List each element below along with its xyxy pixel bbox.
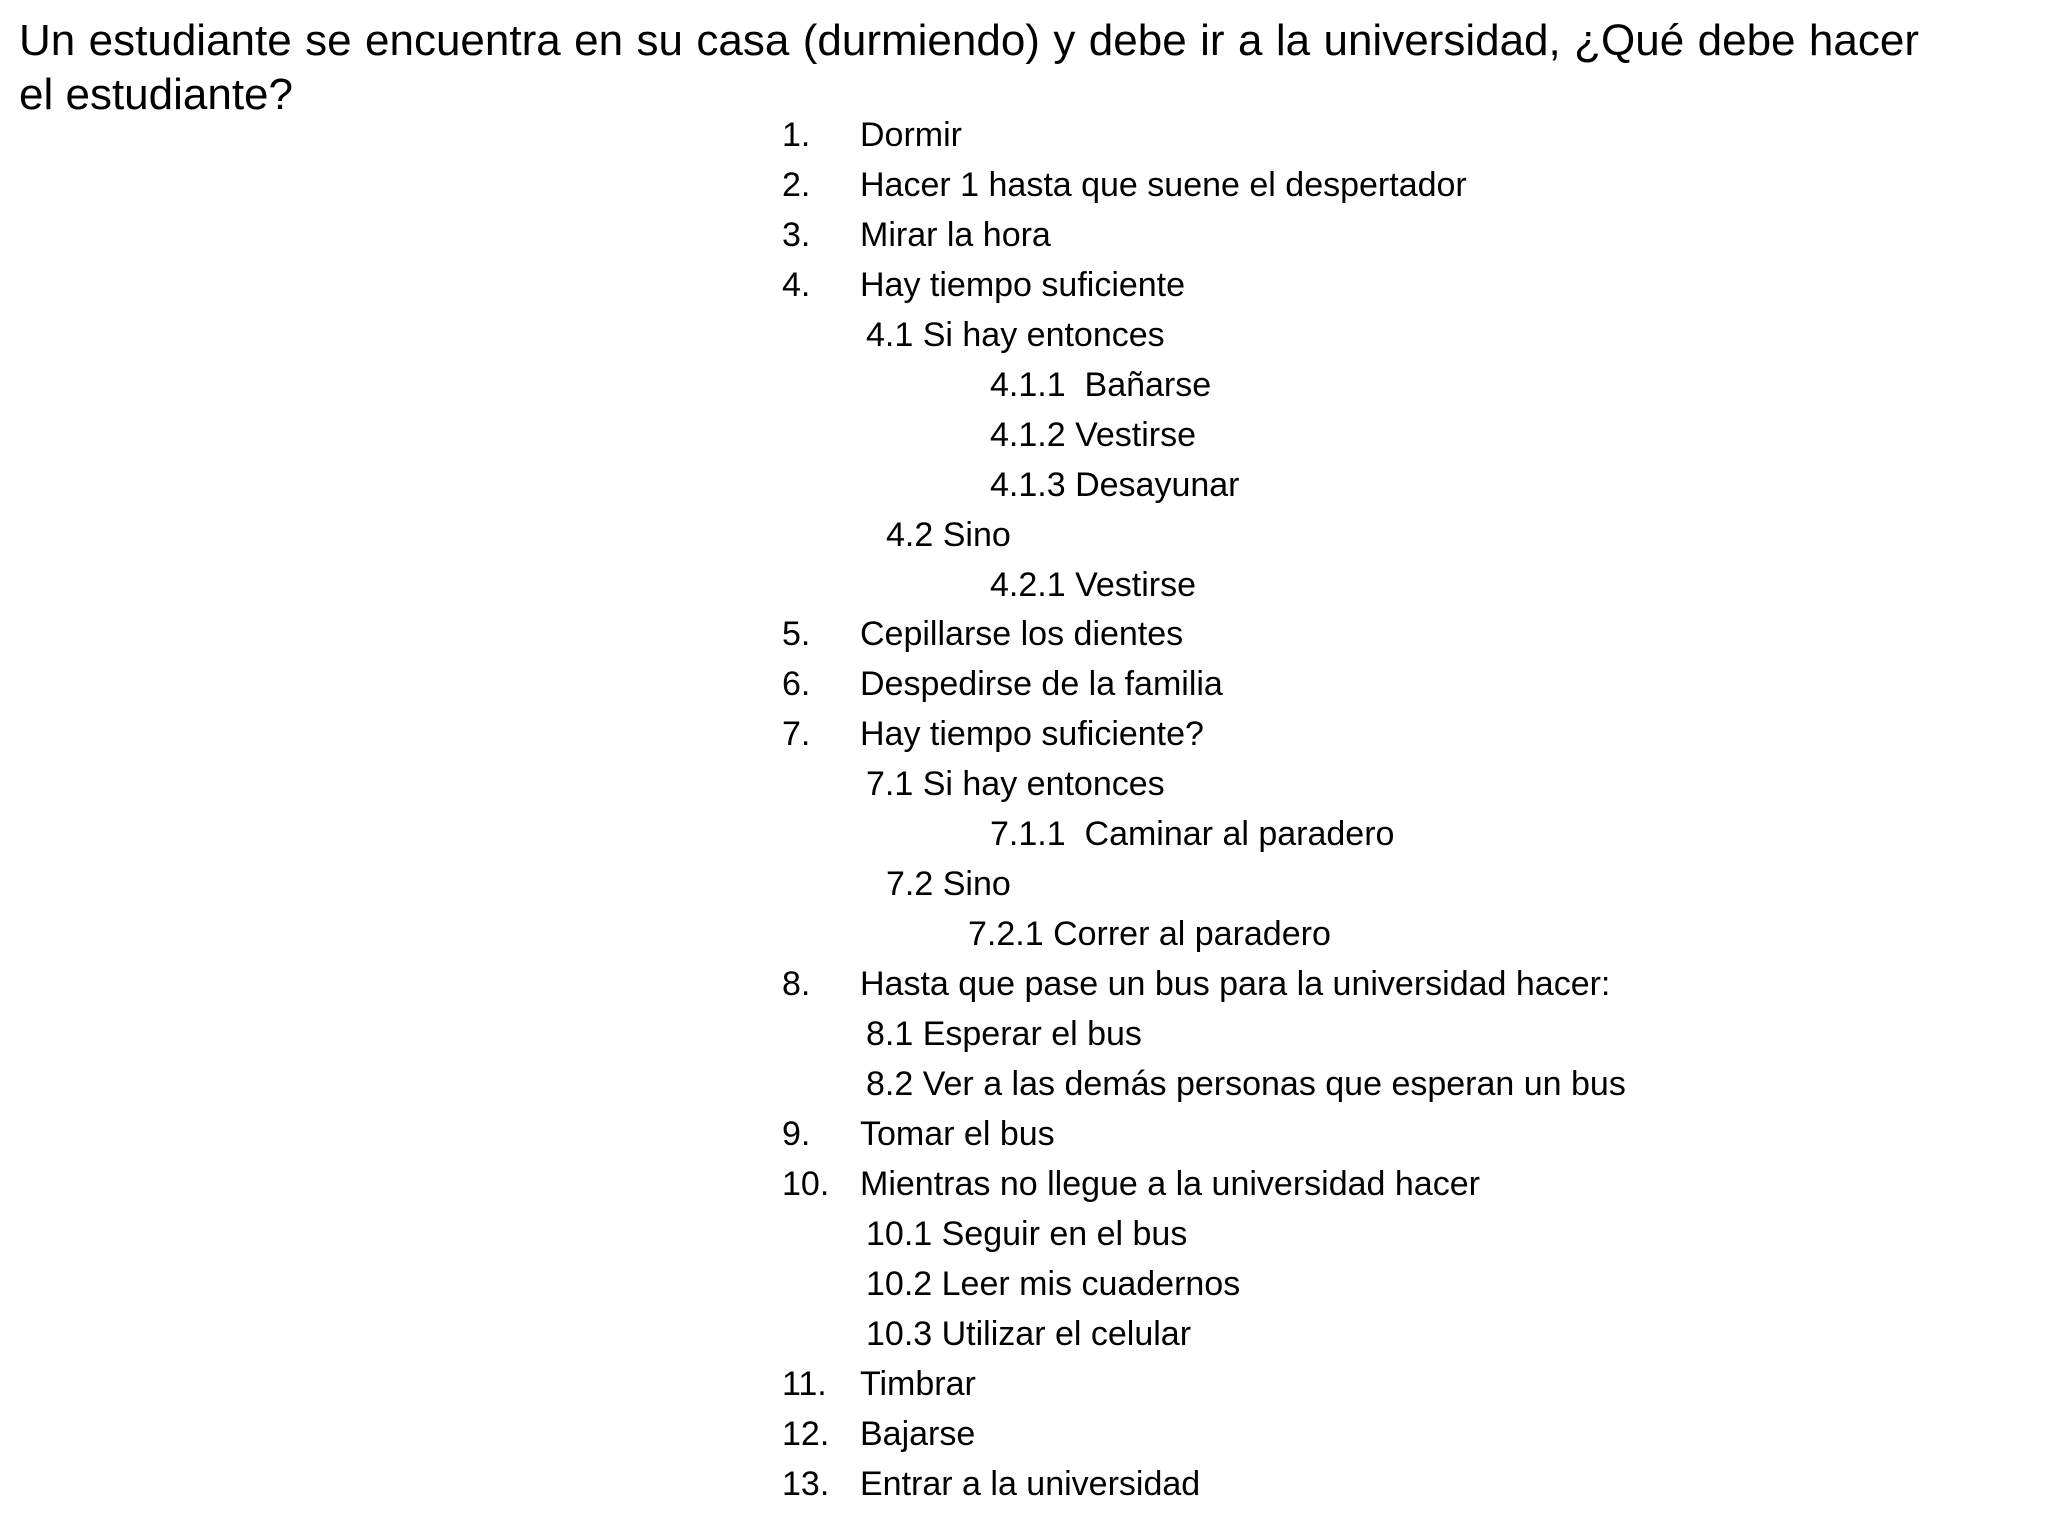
list-item-number: 4. <box>782 266 811 304</box>
list-item-text: Dormir <box>860 116 962 154</box>
list-item-number: 8. <box>782 965 811 1003</box>
list-item-text: 7.1 Si hay entonces <box>866 765 1165 803</box>
list-item-number: 13. <box>782 1465 830 1503</box>
list-item-text: Mirar la hora <box>860 216 1051 254</box>
list-item-text: 4.1.2 Vestirse <box>990 416 1197 454</box>
list-item-number: 9. <box>782 1115 811 1153</box>
list-item-text: 7.2.1 Correr al paradero <box>968 915 1331 953</box>
list-item-text: 7.1.1 Caminar al paradero <box>990 815 1395 853</box>
list-item-text: Entrar a la universidad <box>860 1465 1201 1503</box>
list-item-number: 6. <box>782 665 811 703</box>
list-item-text: 10.3 Utilizar el celular <box>866 1315 1192 1353</box>
list-item-number: 2. <box>782 166 811 204</box>
list-item-number: 12. <box>782 1415 830 1453</box>
list-item-number: 10. <box>782 1165 830 1203</box>
list-item-text: Hacer 1 hasta que suene el despertador <box>860 166 1467 204</box>
list-item-text: 4.2 Sino <box>886 516 1011 554</box>
list-item-text: Mientras no llegue a la universidad hacer <box>860 1165 1480 1203</box>
list-item-text: Hay tiempo suficiente <box>860 266 1186 304</box>
list-item-text: Timbrar <box>860 1365 976 1403</box>
list-item-text: 4.1.3 Desayunar <box>990 466 1240 504</box>
list-item-text: Despedirse de la familia <box>860 665 1223 703</box>
list-item-text: 10.1 Seguir en el bus <box>866 1215 1188 1253</box>
list-item-text: Tomar el bus <box>860 1115 1055 1153</box>
list-item-text: 4.2.1 Vestirse <box>990 566 1197 604</box>
list-item-text: 8.1 Esperar el bus <box>866 1015 1142 1053</box>
question-text: Un estudiante se encuentra en su casa (durmiendo) y debe ir a la universidad, ¿Qué debe hacer el estudiante? <box>19 16 1919 119</box>
list-item-number: 3. <box>782 216 811 254</box>
list-item-text: 4.1 Si hay entonces <box>866 316 1165 354</box>
list-item-text: 8.2 Ver a las demás personas que esperan un bus <box>866 1065 1626 1103</box>
list-item-text: Hay tiempo suficiente? <box>860 715 1204 753</box>
list-item-number: 7. <box>782 715 811 753</box>
list-item-text: 4.1.1 Bañarse <box>990 366 1212 404</box>
list-item-text: Bajarse <box>860 1415 976 1453</box>
list-item-number: 1. <box>782 116 811 154</box>
list-item-text: 10.2 Leer mis cuadernos <box>866 1265 1241 1303</box>
list-item-text: Cepillarse los dientes <box>860 615 1184 653</box>
list-item-text: Hasta que pase un bus para la universidad hacer: <box>860 965 1611 1003</box>
list-item-text: 7.2 Sino <box>886 865 1011 903</box>
list-item-number: 5. <box>782 615 811 653</box>
list-item-number: 11. <box>782 1365 827 1403</box>
